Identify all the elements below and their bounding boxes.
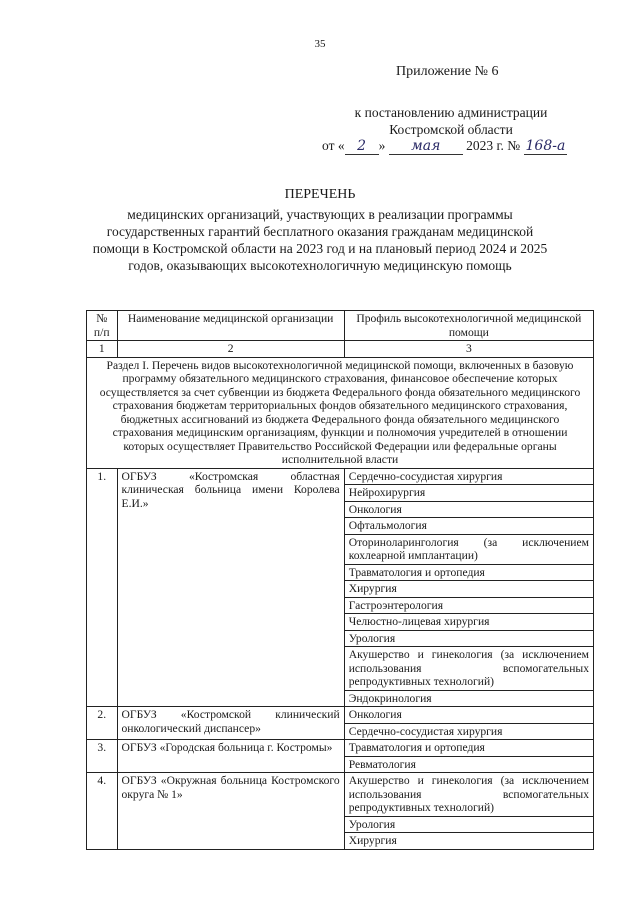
profile-cell: Офтальмология (344, 518, 593, 535)
decree-date-line (322, 138, 567, 155)
header-organization: Наименование медицинской организации (117, 311, 344, 341)
profile-cell: Нейрохирургия (344, 485, 593, 502)
column-numbers-row (87, 341, 594, 358)
column-number-2: 2 (117, 341, 344, 358)
table-row (87, 707, 594, 724)
profile-cell: Гастроэнтерология (344, 597, 593, 614)
org-number: 4. (87, 773, 118, 850)
appendix-label: Приложение № 6 (396, 64, 499, 79)
table-row (87, 740, 594, 757)
profile-cell: Акушерство и гинекология (за исключением использования вспомогательных репродуктивных технологий) (344, 647, 593, 691)
profile-cell: Урология (344, 630, 593, 647)
handwritten-number: 168-а (525, 138, 566, 154)
profile-cell: Онкология (344, 707, 593, 724)
profile-cell: Акушерство и гинекология (за исключением использования вспомогательных репродуктивных технологий) (344, 773, 593, 817)
org-number: 2. (87, 707, 118, 740)
decree-line-1: к постановлению администрации (354, 105, 548, 120)
profile-cell: Эндокринология (344, 690, 593, 707)
header-profile: Профиль высокотехнологичной медицинской помощи (344, 311, 593, 341)
organizations-table (86, 310, 594, 850)
org-number: 1. (87, 468, 118, 707)
section-row (87, 357, 594, 468)
profile-cell: Травматология и ортопедия (344, 740, 593, 757)
handwritten-day: 2 (345, 138, 379, 155)
date-year: 2023 г. № (466, 138, 521, 153)
date-mid: » (378, 138, 386, 153)
table-row (87, 773, 594, 817)
document-title: ПЕРЕЧЕНЬ (284, 187, 356, 202)
profile-cell: Сердечно-сосудистая хирургия (344, 723, 593, 740)
table-row (87, 468, 594, 485)
profile-cell: Челюстно-лицевая хирургия (344, 614, 593, 631)
profile-cell: Урология (344, 816, 593, 833)
profile-cell: Хирургия (344, 833, 593, 850)
table-header-row (87, 311, 594, 341)
profile-cell: Онкология (344, 501, 593, 518)
profile-cell: Хирургия (344, 581, 593, 598)
header-number: № п/п (87, 311, 118, 341)
decree-reference (340, 104, 562, 138)
handwritten-month: мая (389, 138, 463, 155)
page-number: 35 (314, 38, 326, 50)
profile-cell: Оториноларингология (за исключением кохлеарной имплантации) (344, 534, 593, 564)
profile-cell: Травматология и ортопедия (344, 564, 593, 581)
section-heading: Раздел I. Перечень видов высокотехнологичной медицинской помощи, включенных в базовую программу обязательного медицинского страхования, финансовое обеспечение которых осуществляется за счет субвенции из бюджета Федерального фонда обязательного медицинского страхования бюджетам территориальных фондов обязательного медицинского страхования, бюджетных ассигнований из бюджета Федерального фонда обязательного медицинского страхования медицинским организациям, функции и полномочия учредителей в отношении которых осуществляет Правительство Российской Федерации или федеральные органы исполнительной власти (87, 357, 594, 468)
org-number: 3. (87, 740, 118, 773)
org-name: ОГБУЗ «Костромской клинический онкологический диспансер» (117, 707, 344, 740)
org-name: ОГБУЗ «Окружная больница Костромского округа № 1» (117, 773, 344, 850)
profile-cell: Ревматология (344, 756, 593, 773)
date-prefix: от « (322, 138, 345, 153)
column-number-3: 3 (344, 341, 593, 358)
decree-line-2: Костромской области (389, 122, 513, 137)
column-number-1: 1 (87, 341, 118, 358)
org-name: ОГБУЗ «Костромская областная клиническая больница имени Королева Е.И.» (117, 468, 344, 707)
profile-cell: Сердечно-сосудистая хирургия (344, 468, 593, 485)
document-subtitle: медицинских организаций, участвующих в реализации программы государственных гарантий бесплатного оказания гражданам медицинской помощи в Костромской области на 2023 год и на плановый период 2024 и 2025 годов, оказывающих высокотехнологичную медицинскую помощь (92, 207, 548, 273)
org-name: ОГБУЗ «Городская больница г. Костромы» (117, 740, 344, 773)
